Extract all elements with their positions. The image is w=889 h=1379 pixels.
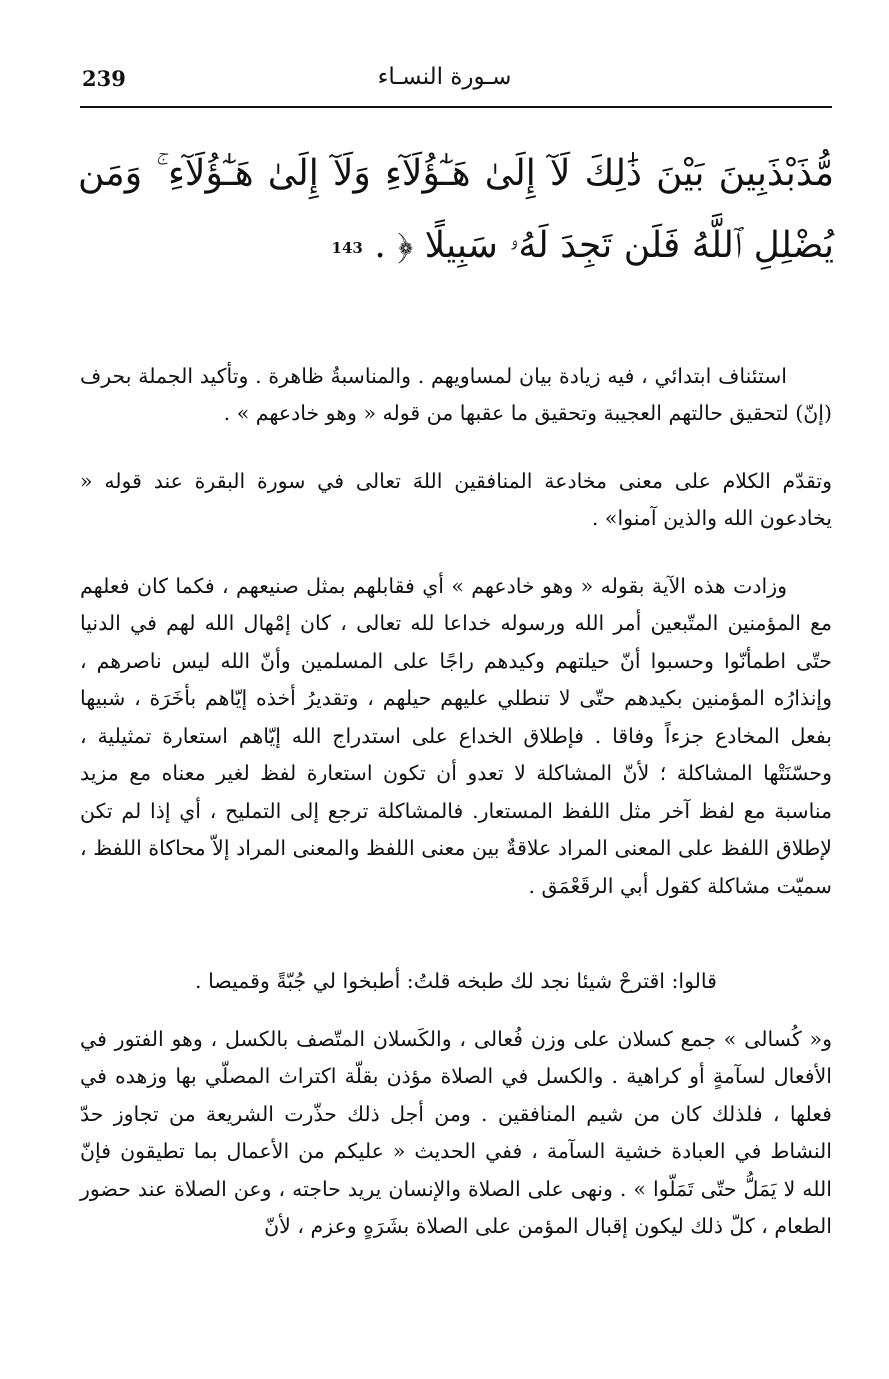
commentary-paragraph-1: استئناف ابتدائي ، فيه زيادة بيان لمساويهم . والمناسبةُ ظاهرة . وتأكيد الجملة بحرف (إنّ) لتحقيق حالتهم العجيبة وتحقيق ما عقبها من قوله « وهو خادعهم » . xyxy=(80,363,832,425)
quran-verse xyxy=(78,138,834,284)
commentary-paragraph-2: وتقدّم الكلام على معنى مخادعة المنافقين اللهَ تعالى في سورة البقرة عند قوله « يخادعون الله والذين آمنوا» . xyxy=(80,468,832,530)
commentary-paragraph-3: وزادت هذه الآية بقوله « وهو خادعهم » أي فقابلهم بمثل صنيعهم ، فكما كان فعلهم مع المؤمنين المتّبعين أمر الله ورسوله خداعا لله تعالى ، كان إمْهال الله لهم في الدنيا حتّى اطمأنّوا وحسبوا أنّ حيلتهم وكيدهم راجًا على المسلمين وأنّ الله ليس ناصرهم ، وإنذارُه المؤمنين بكيدهم حتّى لا تنطلي عليهم حيلهم ، وتقديرُ أخذه إيّاهم بأخَرَة ، شبيها بفعل المخادع جزءاً وفاقا . فإطلاق الخداع على استدراج الله إيّاهم استعارة تمثيلية ، وحسّنَتْها المشاكلة ؛ لأنّ المشاكلة لا تعدو أن تكون استعارة لفظ لغير معناه مع مزيد مناسبة مع لفظ آخر مثل اللفظ المستعار. فالمشاكلة ترجع إلى التمليح ، أي إذا لم تكن لإطلاق اللفظ على المعنى المراد علاقةٌ بين معنى اللفظ والمعنى المراد إلاّ محاكاة اللفظ ، سميّت مشاكلة كقول أبي الرقَعْمَق . xyxy=(80,573,832,898)
verse-text: مُّذَبْذَبِينَ بَيْنَ ذَٰلِكَ لَآ إِلَىٰ هَـٰٓؤُلَآءِ وَلَآ إِلَىٰ هَـٰٓؤُلَآءِ ۚ وَمَن يُضْلِلِ ٱللَّهُ فَلَن تَجِدَ لَهُۥ سَبِيلًا ﴿ . xyxy=(78,153,834,266)
verse-number: 143 xyxy=(331,239,363,257)
commentary-paragraph-4: و« كُسالى » جمع كسلان على وزن فُعالى ، والكَسلان المتّصف بالكسل ، وهو الفتور في الأفعال لسآمةٍ أو كراهية . والكسل في الصلاة مؤذن بقلّة اكتراث المصلّي بها وزهده في فعلها ، فلذلك كان من شيم المنافقين . ومن أجل ذلك حذّرت الشريعة من تجاوز حدّ النشاط في العبادة خشية السآمة ، ففي الحديث « عليكم من الأعمال بما تطيقون فإنّ الله لا يَمَلُّ حتّى تَمَلّوا » . ونهى على الصلاة والإنسان يريد حاجته ، وعن الصلاة عند حضور الطعام ، كلّ ذلك ليكون إقبال المؤمن على الصلاة بشَرَهٍ وعزم ، لأنّ xyxy=(80,1026,832,1238)
page-header-title: سـورة النسـاء xyxy=(377,64,512,90)
header-divider xyxy=(80,106,832,108)
poetry-verse: قالوا: اقترحْ شيئا نجد لك طبخه قلتُ: أطبخوا لي جُبّةً وقميصا . xyxy=(195,968,717,993)
page-number: 239 xyxy=(82,66,126,91)
